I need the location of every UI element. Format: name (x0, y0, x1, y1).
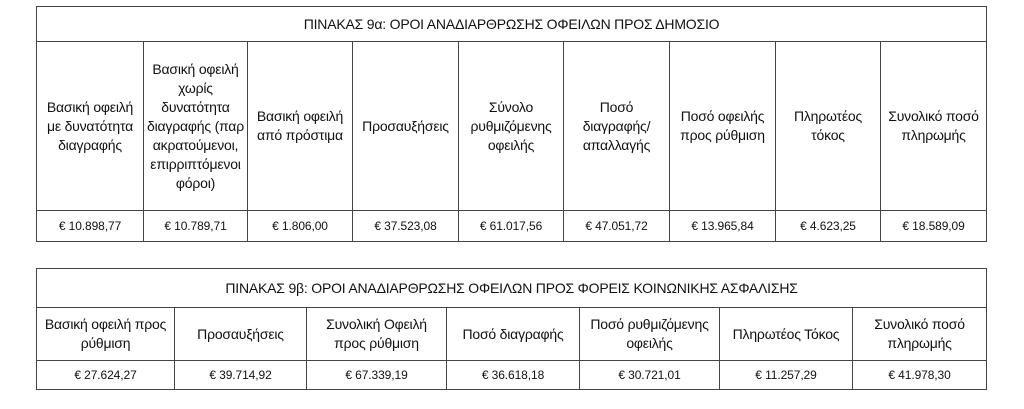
table-cell: € 4.623,25 (776, 211, 881, 242)
column-header: Συνολικό ποσό πληρωμής (853, 308, 987, 361)
table-cell: € 10.898,77 (37, 211, 144, 242)
table-title: ΠΙΝΑΚΑΣ 9β: ΟΡΟΙ ΑΝΑΔΙΑΡΘΡΩΣΗΣ ΟΦΕΙΛΩΝ ΠΡΟΣ ΦΟΡΕΙΣ ΚΟΙΝΩΝΙΚΗΣ ΑΣΦΑΛΙΣΗΣ (37, 269, 987, 308)
column-header: Σύνολο ρυθμιζόμενης οφειλής (459, 42, 564, 211)
column-header: Ποσό διαγραφής (447, 308, 580, 361)
table-title-row (37, 7, 987, 42)
column-header: Βασική οφειλή προς ρύθμιση (37, 308, 175, 361)
table-cell: € 13.965,84 (670, 211, 776, 242)
table-cell: € 47.051,72 (564, 211, 670, 242)
table-row (37, 361, 987, 390)
table-debt-restructuring-public (36, 6, 987, 242)
table-cell: € 36.618,18 (447, 361, 580, 390)
table-cell: € 67.339,19 (307, 361, 447, 390)
table-row (37, 211, 987, 242)
table-title-row (37, 269, 987, 308)
table-cell: € 10.789,71 (144, 211, 248, 242)
table-cell: € 41.978,30 (853, 361, 987, 390)
table-header-row (37, 308, 987, 361)
table-header-row (37, 42, 987, 211)
column-header: Βασική οφειλή από πρόστιμα (248, 42, 353, 211)
table-cell: € 1.806,00 (248, 211, 353, 242)
column-header: Ποσό ρυθμιζόμενης οφειλής (580, 308, 720, 361)
column-header: Προσαυξήσεις (353, 42, 459, 211)
table-cell: € 11.257,29 (720, 361, 853, 390)
table-cell: € 39.714,92 (175, 361, 307, 390)
table-cell: € 61.017,56 (459, 211, 564, 242)
column-header: Πληρωτέος τόκος (776, 42, 881, 211)
table-cell: € 37.523,08 (353, 211, 459, 242)
table-title: ΠΙΝΑΚΑΣ 9α: ΟΡΟΙ ΑΝΑΔΙΑΡΘΡΩΣΗΣ ΟΦΕΙΛΩΝ ΠΡΟΣ ΔΗΜΟΣΙΟ (37, 7, 987, 42)
table-cell: € 18.589,09 (881, 211, 987, 242)
table-cell: € 27.624,27 (37, 361, 175, 390)
column-header: Ποσό διαγραφής/ απαλλαγής (564, 42, 670, 211)
table-cell: € 30.721,01 (580, 361, 720, 390)
column-header: Βασική οφειλή χωρίς δυνατότητα διαγραφής (παρ ακρατούμενοι, επιρριπτόμενοι φόροι) (144, 42, 248, 211)
column-header: Ποσό οφειλής προς ρύθμιση (670, 42, 776, 211)
table-debt-restructuring-social-security (36, 268, 987, 390)
column-header: Συνολικό ποσό πληρωμής (881, 42, 987, 211)
column-header: Προσαυξήσεις (175, 308, 307, 361)
column-header: Πληρωτέος Τόκος (720, 308, 853, 361)
column-header: Βασική οφειλή με δυνατότητα διαγραφής (37, 42, 144, 211)
column-header: Συνολική Οφειλή προς ρύθμιση (307, 308, 447, 361)
